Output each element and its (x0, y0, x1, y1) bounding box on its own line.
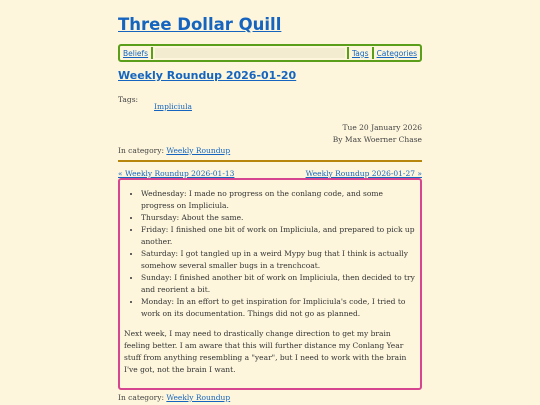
post-title-link[interactable]: Weekly Roundup 2026-01-20 (118, 69, 297, 82)
tag-link-impliciula[interactable]: Impliciula (154, 102, 192, 111)
category-link[interactable]: Weekly Roundup (166, 393, 231, 402)
next-post-link[interactable]: Weekly Roundup 2026-01-27 » (305, 169, 422, 178)
divider-rule (118, 160, 422, 162)
list-item: • Sunday: I finished another bit of work on Impliciula, then decided to try and reorient a bit. (141, 272, 416, 296)
category-prefix: In category: (118, 146, 164, 155)
post-content (118, 178, 422, 390)
category-link[interactable]: Weekly Roundup (166, 146, 231, 155)
category-prefix: In category: (118, 393, 164, 402)
list-item: • Friday: I finished one bit of work on Impliciula, and prepared to pick up another. (141, 224, 416, 248)
nav-bar (118, 44, 422, 62)
list-item: • Thursday: About the same. (141, 212, 416, 224)
category-line-bottom (118, 393, 230, 402)
list-item: • Monday: In an effort to get inspiration for Impliciula's code, I tried to work on its documentation. Things did not go as planned. (141, 296, 416, 320)
tags-label: Tags: (118, 95, 139, 104)
list-item: • Saturday: I got tangled up in a weird Mypy bug that I think is actually somehow several smaller bugs in a trenchcoat. (141, 248, 416, 272)
nav-link-categories[interactable]: Categories (376, 48, 417, 58)
nav-search-field[interactable] (155, 48, 345, 58)
nav-link-tags[interactable]: Tags (351, 48, 369, 58)
post-date: Tue 20 January 2026 (342, 123, 422, 132)
post-author: By Max Woerner Chase (332, 135, 422, 144)
content-paragraph: Next week, I may need to drastically change direction to get my brain feeling better. I am aware that this will further distance my Conlang Year stuff from anything resembling a "year", but I need to work with the brain I've got, not the brain I want. (124, 329, 407, 374)
site-title-link[interactable]: Three Dollar Quill (118, 15, 282, 34)
day-list (120, 188, 420, 320)
nav-link-beliefs[interactable]: Beliefs (123, 48, 149, 58)
prev-post-link[interactable]: « Weekly Roundup 2026-01-13 (118, 169, 235, 178)
category-line (118, 146, 230, 155)
nav-divider (151, 47, 153, 59)
list-item: • Wednesday: I made no progress on the conlang code, and some progress on Impliciula. (141, 188, 416, 212)
